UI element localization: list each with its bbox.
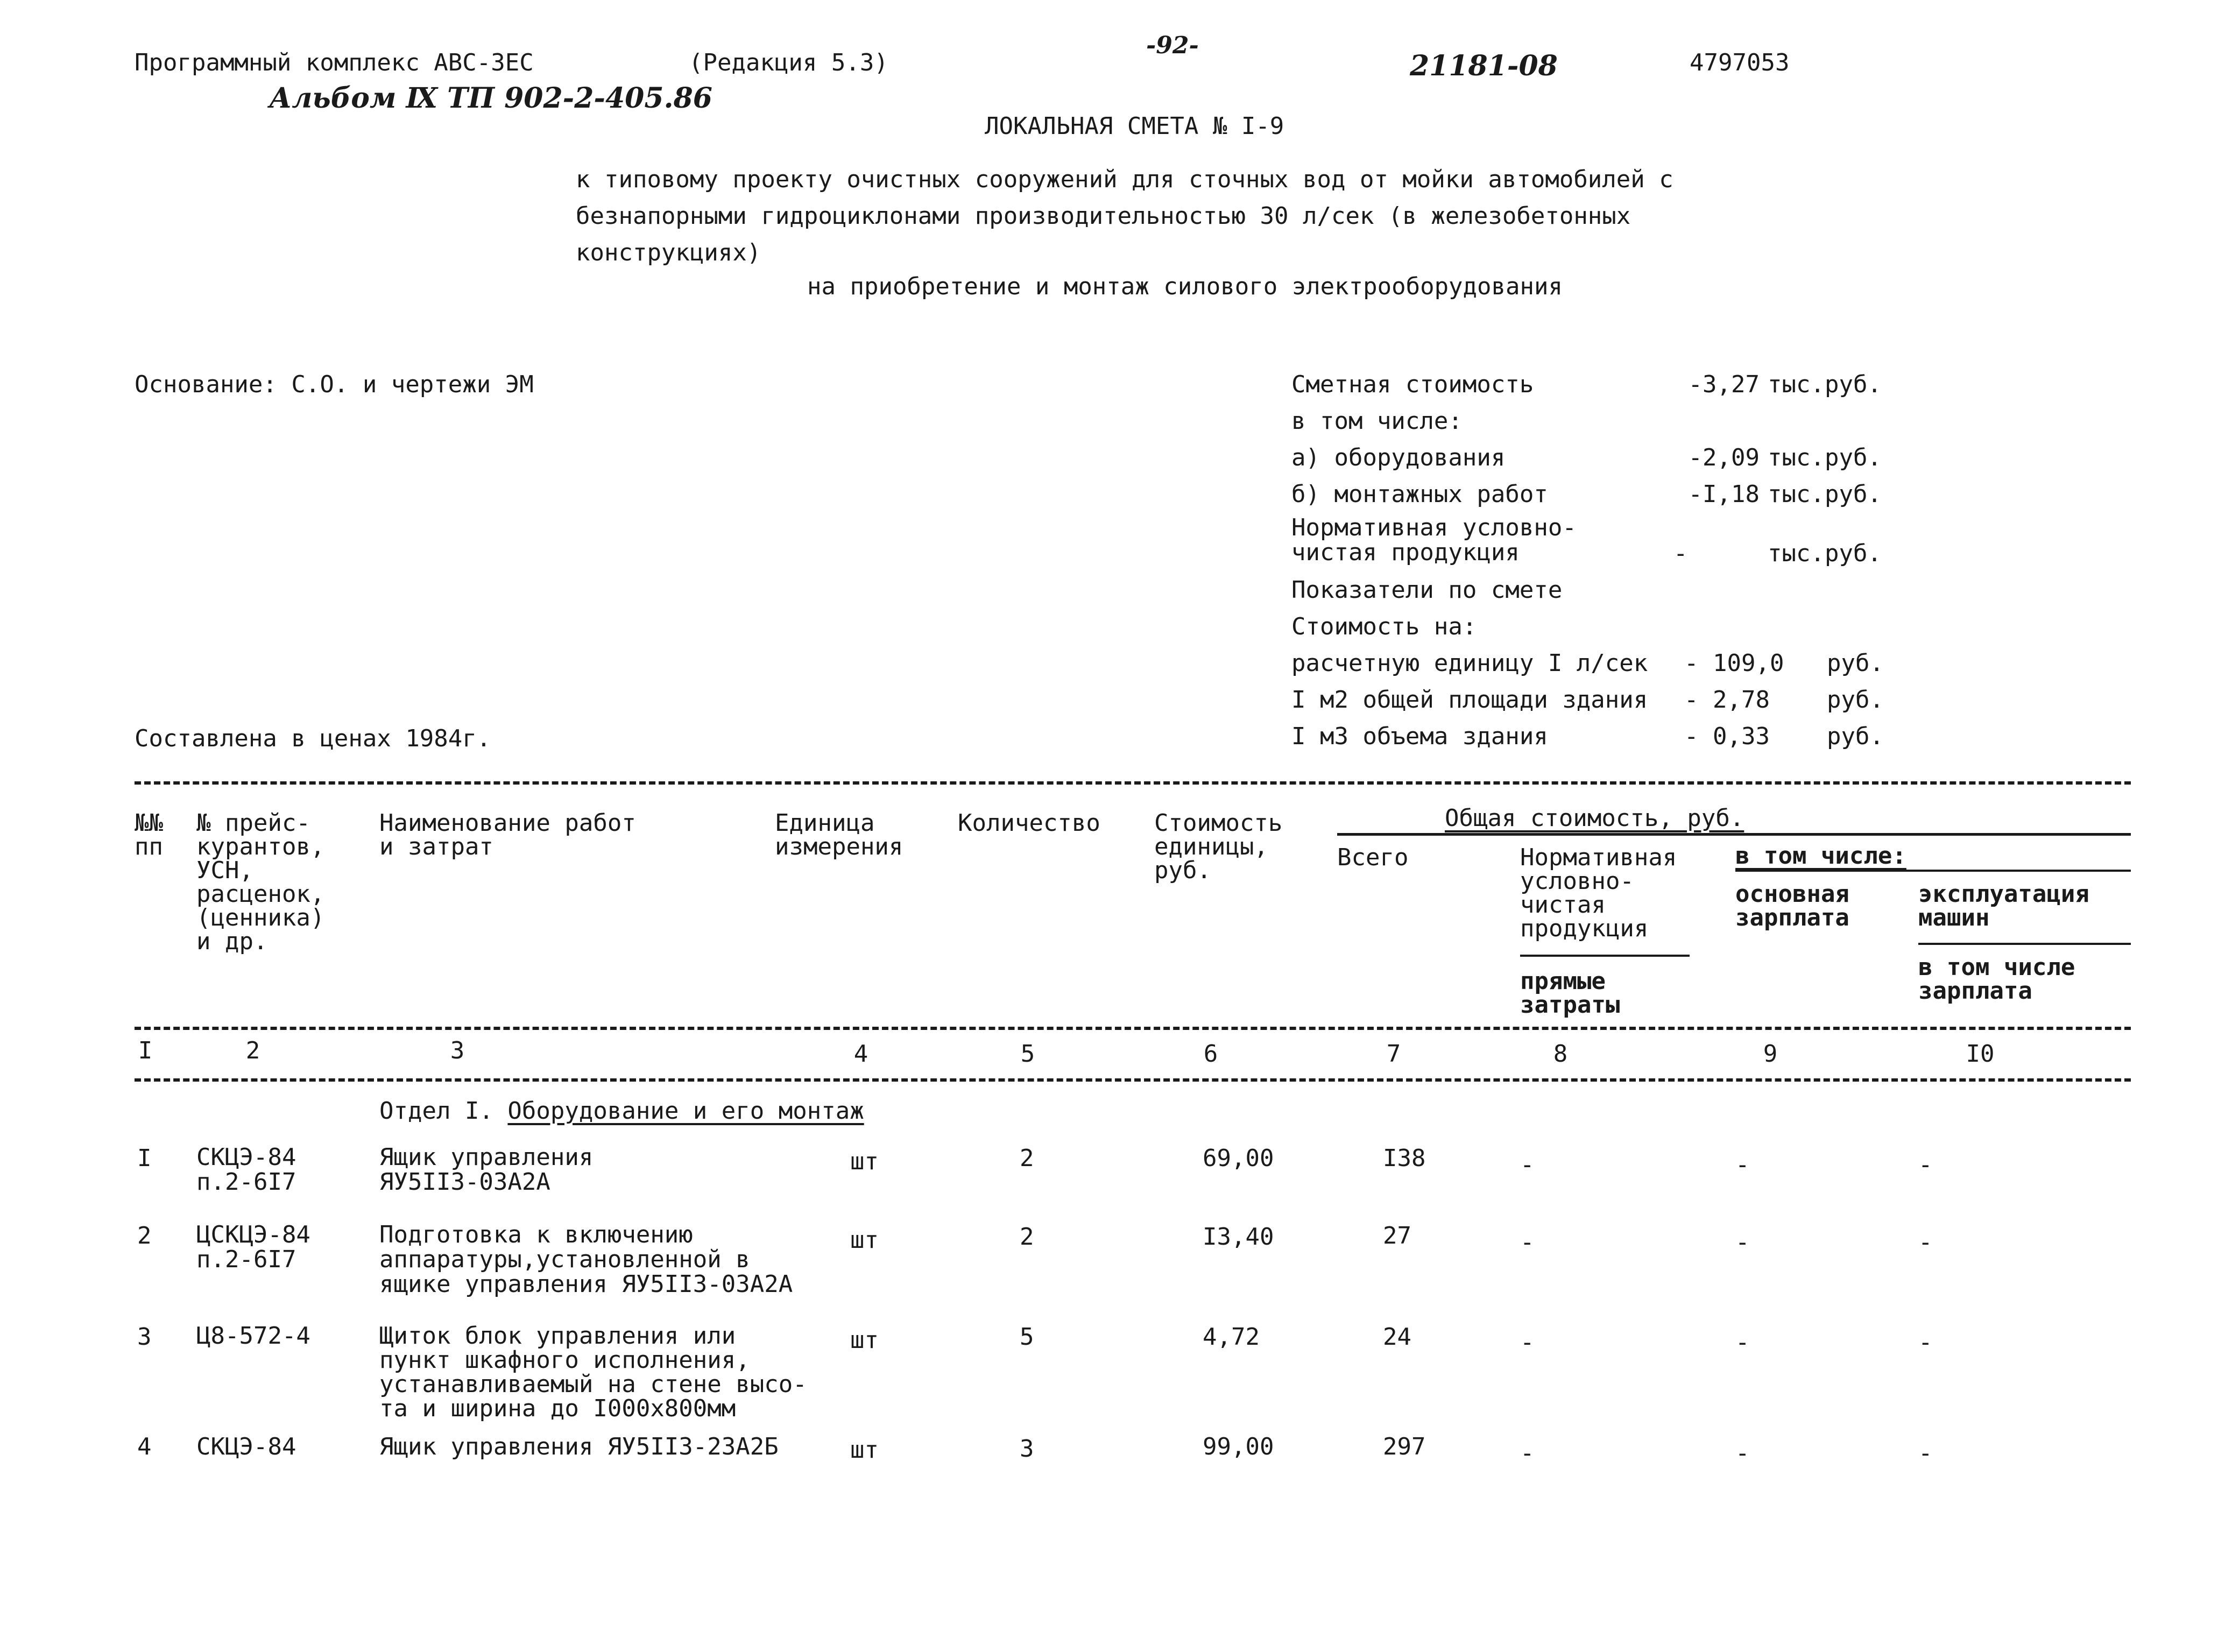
row-machine: - bbox=[1918, 1329, 1933, 1356]
row-number: I bbox=[137, 1145, 152, 1172]
table-top-rule bbox=[135, 781, 2131, 785]
net-product-rule bbox=[1520, 955, 1690, 957]
row-price: I3,40 bbox=[1203, 1223, 1274, 1251]
summary-label: в том числе: bbox=[1291, 407, 1463, 435]
row-price: 99,00 bbox=[1203, 1433, 1274, 1460]
group-rule bbox=[1337, 833, 2131, 836]
row-net-product: - bbox=[1520, 1229, 1535, 1256]
estimate-purpose: на приобретение и монтаж силового электрооборудования bbox=[807, 273, 1563, 300]
summary-unit: тыс.руб. bbox=[1768, 540, 1882, 567]
row-quantity: 2 bbox=[1020, 1223, 1034, 1251]
summary-value: - 109,0 bbox=[1684, 649, 1784, 677]
row-quantity: 3 bbox=[1020, 1435, 1034, 1463]
row-unit: шт bbox=[850, 1436, 879, 1464]
page-number: -92- bbox=[1146, 32, 1199, 59]
header-bottom-rule bbox=[135, 1027, 2131, 1030]
estimate-subject: к типовому проекту очистных сооружений для сточных вод от мойки автомобилей с безнапорными гидроциклонами производительностью 30 л/сек (в железобетонных конструкциях) bbox=[576, 166, 1673, 266]
column-number: 2 bbox=[245, 1037, 260, 1064]
row-quantity: 5 bbox=[1020, 1323, 1034, 1351]
row-base-salary: - bbox=[1735, 1329, 1750, 1356]
summary-value: -I,18 bbox=[1688, 481, 1760, 508]
document-number: 21181-08 bbox=[1410, 50, 1558, 82]
header-base-salary: основная зарплата bbox=[1735, 880, 1849, 931]
summary-value: -3,27 bbox=[1688, 371, 1760, 398]
summary-unit: тыс.руб. bbox=[1768, 444, 1882, 471]
row-number: 3 bbox=[137, 1323, 152, 1351]
row-base-salary: - bbox=[1735, 1151, 1750, 1178]
price-base: Составлена в ценах 1984г. bbox=[135, 725, 491, 752]
summary-value: - 0,33 bbox=[1684, 723, 1770, 750]
column-number: I0 bbox=[1966, 1040, 1995, 1068]
summary-label: б) монтажных работ bbox=[1291, 481, 1548, 508]
summary-label: Нормативная условно- чистая продукция bbox=[1291, 514, 1577, 566]
header-direct-costs: прямые затраты bbox=[1520, 968, 1620, 1019]
column-number: 4 bbox=[853, 1040, 868, 1068]
header-net-product: Нормативная условно- чистая продукция bbox=[1520, 844, 1677, 942]
summary-value: - bbox=[1673, 540, 1688, 567]
summary-label: Сметная стоимость bbox=[1291, 371, 1534, 398]
section-name: Оборудование и его монтаж bbox=[507, 1097, 864, 1125]
numbers-bottom-rule bbox=[135, 1078, 2131, 1082]
header-quantity: Количество bbox=[958, 809, 1100, 837]
header-incl-salary: в том числе зарплата bbox=[1918, 954, 2075, 1005]
row-name: Щиток блок управления или пункт шкафного исполнения, устанавливаемый на стене высо- та и ширина до I000х800мм bbox=[379, 1322, 807, 1422]
row-code: ЦСКЦЭ-84 п.2-6I7 bbox=[196, 1221, 310, 1273]
row-code: СКЦЭ-84 bbox=[196, 1433, 296, 1460]
row-unit: шт bbox=[850, 1326, 879, 1354]
machine-rule bbox=[1918, 943, 2131, 945]
estimate-title: ЛОКАЛЬНАЯ СМЕТА № I-9 bbox=[985, 112, 1284, 140]
summary-label: а) оборудования bbox=[1291, 444, 1506, 471]
header-total-cost-group: Общая стоимость, руб. bbox=[1445, 804, 1744, 832]
summary-unit: тыс.руб. bbox=[1768, 371, 1882, 398]
row-total: I38 bbox=[1383, 1145, 1426, 1172]
column-number: 5 bbox=[1020, 1040, 1035, 1068]
header-unit: Единица измерения bbox=[775, 809, 903, 860]
row-machine: - bbox=[1918, 1229, 1933, 1256]
column-number: 7 bbox=[1386, 1040, 1401, 1068]
row-base-salary: - bbox=[1735, 1229, 1750, 1256]
section-title bbox=[379, 1098, 864, 1125]
summary-unit: руб. bbox=[1827, 649, 1884, 677]
row-number: 4 bbox=[137, 1433, 152, 1460]
row-net-product: - bbox=[1520, 1151, 1535, 1178]
row-name: Ящик управления ЯУ5II3-23А2Б bbox=[379, 1433, 779, 1460]
column-number: I bbox=[138, 1037, 153, 1064]
row-base-salary: - bbox=[1735, 1439, 1750, 1467]
album-reference: Альбом Ⅸ ТП 902-2-405.86 bbox=[269, 82, 712, 115]
document-code: 4797053 bbox=[1690, 49, 1790, 76]
header-work-name: Наименование работ и затрат bbox=[379, 809, 636, 860]
summary-unit: руб. bbox=[1827, 723, 1884, 750]
header-unit-cost: Стоимость единицы, руб. bbox=[1154, 809, 1283, 884]
summary-label: Показатели по смете bbox=[1291, 576, 1563, 604]
summary-label: I м3 объема здания bbox=[1291, 723, 1548, 750]
column-number: 6 bbox=[1203, 1040, 1218, 1068]
summary-unit: руб. bbox=[1827, 686, 1884, 714]
row-code: Ц8-572-4 bbox=[196, 1322, 310, 1350]
section-prefix: Отдел I. bbox=[379, 1097, 493, 1125]
row-unit: шт bbox=[850, 1226, 879, 1254]
row-machine: - bbox=[1918, 1439, 1933, 1467]
row-price: 69,00 bbox=[1203, 1145, 1274, 1172]
column-number: 3 bbox=[450, 1037, 465, 1064]
row-unit: шт bbox=[850, 1148, 879, 1175]
row-name: Ящик управления ЯУ5II3-03А2А bbox=[379, 1143, 594, 1196]
row-machine: - bbox=[1918, 1151, 1933, 1178]
row-total: 297 bbox=[1383, 1433, 1426, 1460]
header-number: №№ пп bbox=[135, 809, 163, 860]
column-number: 9 bbox=[1763, 1040, 1778, 1068]
column-number: 8 bbox=[1553, 1040, 1568, 1068]
summary-unit: тыс.руб. bbox=[1768, 481, 1882, 508]
summary-value: - 2,78 bbox=[1684, 686, 1770, 714]
summary-label: I м2 общей площади здания bbox=[1291, 686, 1648, 714]
edition: (Редакция 5.3) bbox=[689, 49, 888, 76]
row-code: СКЦЭ-84 п.2-6I7 bbox=[196, 1143, 296, 1196]
basis: Основание: С.О. и чертежи ЭМ bbox=[135, 371, 534, 398]
row-net-product: - bbox=[1520, 1329, 1535, 1356]
row-total: 27 bbox=[1383, 1222, 1411, 1249]
summary-value: -2,09 bbox=[1688, 444, 1760, 471]
summary-label: расчетную единицу I л/сек bbox=[1291, 649, 1648, 677]
row-number: 2 bbox=[137, 1222, 152, 1249]
header-total: Всего bbox=[1337, 844, 1409, 871]
row-quantity: 2 bbox=[1020, 1145, 1034, 1172]
header-including: в том числе: bbox=[1735, 842, 1906, 870]
header-price-list: № прейс- курантов, УСН, расценок, (ценника) и др. bbox=[196, 809, 325, 955]
row-net-product: - bbox=[1520, 1439, 1535, 1467]
row-price: 4,72 bbox=[1203, 1323, 1260, 1351]
including-rule bbox=[1735, 870, 2131, 872]
program-name: Программный комплекс АВС-ЗЕС bbox=[135, 49, 534, 76]
row-total: 24 bbox=[1383, 1323, 1411, 1351]
header-machine-operation: эксплуатация машин bbox=[1918, 880, 2089, 931]
summary-label: Стоимость на: bbox=[1291, 613, 1477, 640]
row-name: Подготовка к включению аппаратуры,установленной в ящике управления ЯУ5II3-03А2А bbox=[379, 1221, 793, 1298]
